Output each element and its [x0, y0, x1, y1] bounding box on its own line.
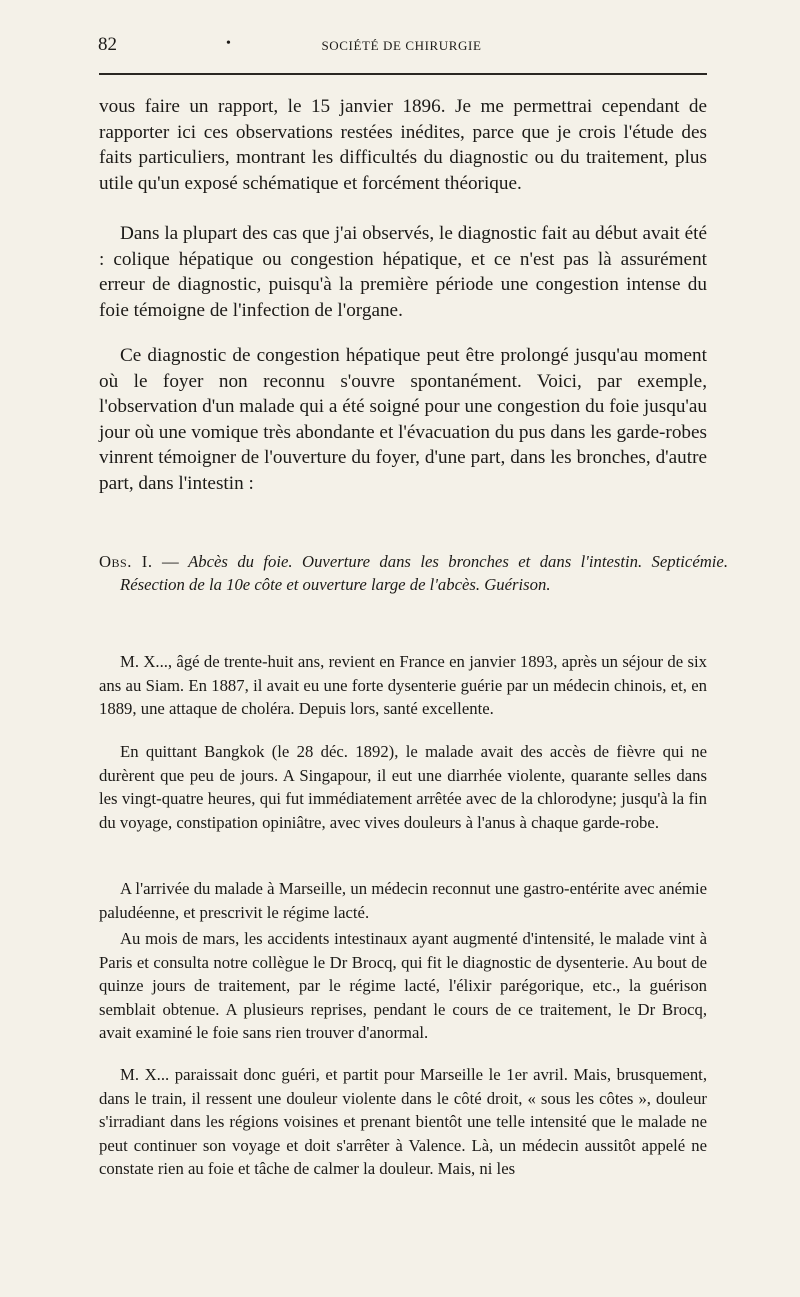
observation-paragraph: En quittant Bangkok (le 28 déc. 1892), le malade avait des accès de fièvre qui ne durèrent que peu de jours. A Singapour, il eut une diarrhée violente, quarante selles dans les vingt-quatre heures, qui fut immédiatement arrêtée avec de la chlorodyne; jusqu'à la fin du voyage, constipation opiniâtre, avec vives douleurs à l'anus à chaque garde-robe.: [99, 742, 707, 832]
page-number: 82: [98, 34, 117, 55]
page-header: [98, 34, 705, 60]
observation-paragraph: Au mois de mars, les accidents intestinaux ayant augmenté d'intensité, le malade vint à Paris et consulta notre collègue le Dr Brocq, qui fit le diagnostic de dysenterie. Au bout de quinze jours de traitement, par le régime lacté, l'élixir parégorique, etc., la guérison semblait obtenue. A plusieurs reprises, pendant le cours de ce traitement, le Dr Brocq, avait examiné le foie sans rien trouver d'anormal.: [99, 929, 707, 1043]
observation-paragraph: A l'arrivée du malade à Marseille, un médecin reconnut une gastro-entérite avec anémie paludéenne, et prescrivit le régime lacté.: [99, 879, 707, 922]
observation-paragraph: M. X... paraissait donc guéri, et partit pour Marseille le 1er avril. Mais, brusquement, dans le train, il ressent une douleur violente dans le côté droit, « sous les côtes », douleur s'irradiant dans les régions voisines et prenant bientôt une telle intensité que le malade ne peut continuer son voyage et doit s'arrêter à Valence. Là, un médecin aussitôt appelé ne constate rien au foie et tâche de calmer la douleur. Mais, ni les: [99, 1065, 707, 1179]
header-ornament: •: [226, 36, 231, 51]
observation-title: Abcès du foie. Ouverture dans les bronches et dans l'intestin. Septicémie. Résection de la 10e côte et ouverture large de l'abcès. Guérison.: [120, 552, 728, 594]
observation-dash: —: [152, 552, 189, 571]
body-paragraph: vous faire un rapport, le 15 janvier 1896. Je me permettrai cependant de rapporter ici ces observations restées inédites, parce que je crois l'étude des faits particuliers, montrant les difficultés du diagnostic ou du traitement, plus utile qu'un exposé schématique et forcément théorique.: [99, 96, 707, 194]
observation-label: Obs. I.: [99, 552, 153, 571]
header-rule: [99, 73, 707, 75]
observation-heading: [99, 551, 728, 596]
body-paragraph: Ce diagnostic de congestion hépatique peut être prolongé jusqu'au moment où le foyer non reconnu s'ouvre spontanément. Voici, par exemple, l'observation d'un malade qui a été soigné pour une congestion du foie jusqu'au jour où une vomique très abondante et l'évacuation du pus dans les garde-robes vinrent témoigner de l'ouverture du foyer, d'une part, dans les bronches, d'autre part, dans l'intestin :: [99, 345, 707, 494]
observation-paragraph: M. X..., âgé de trente-huit ans, revient en France en janvier 1893, après un séjour de six ans au Siam. En 1887, il avait eu une forte dysenterie guérie par un médecin chinois, et, en 1889, une attaque de choléra. Depuis lors, santé excellente.: [99, 652, 707, 719]
body-paragraph: Dans la plupart des cas que j'ai observés, le diagnostic fait au début avait été : colique hépatique ou congestion hépatique, et ce n'est pas là assurément erreur de diagnostic, puisqu'à la première période une congestion intense du foie témoigne de l'infection de l'organe.: [99, 223, 707, 321]
running-title: SOCIÉTÉ DE CHIRURGIE: [321, 38, 482, 53]
